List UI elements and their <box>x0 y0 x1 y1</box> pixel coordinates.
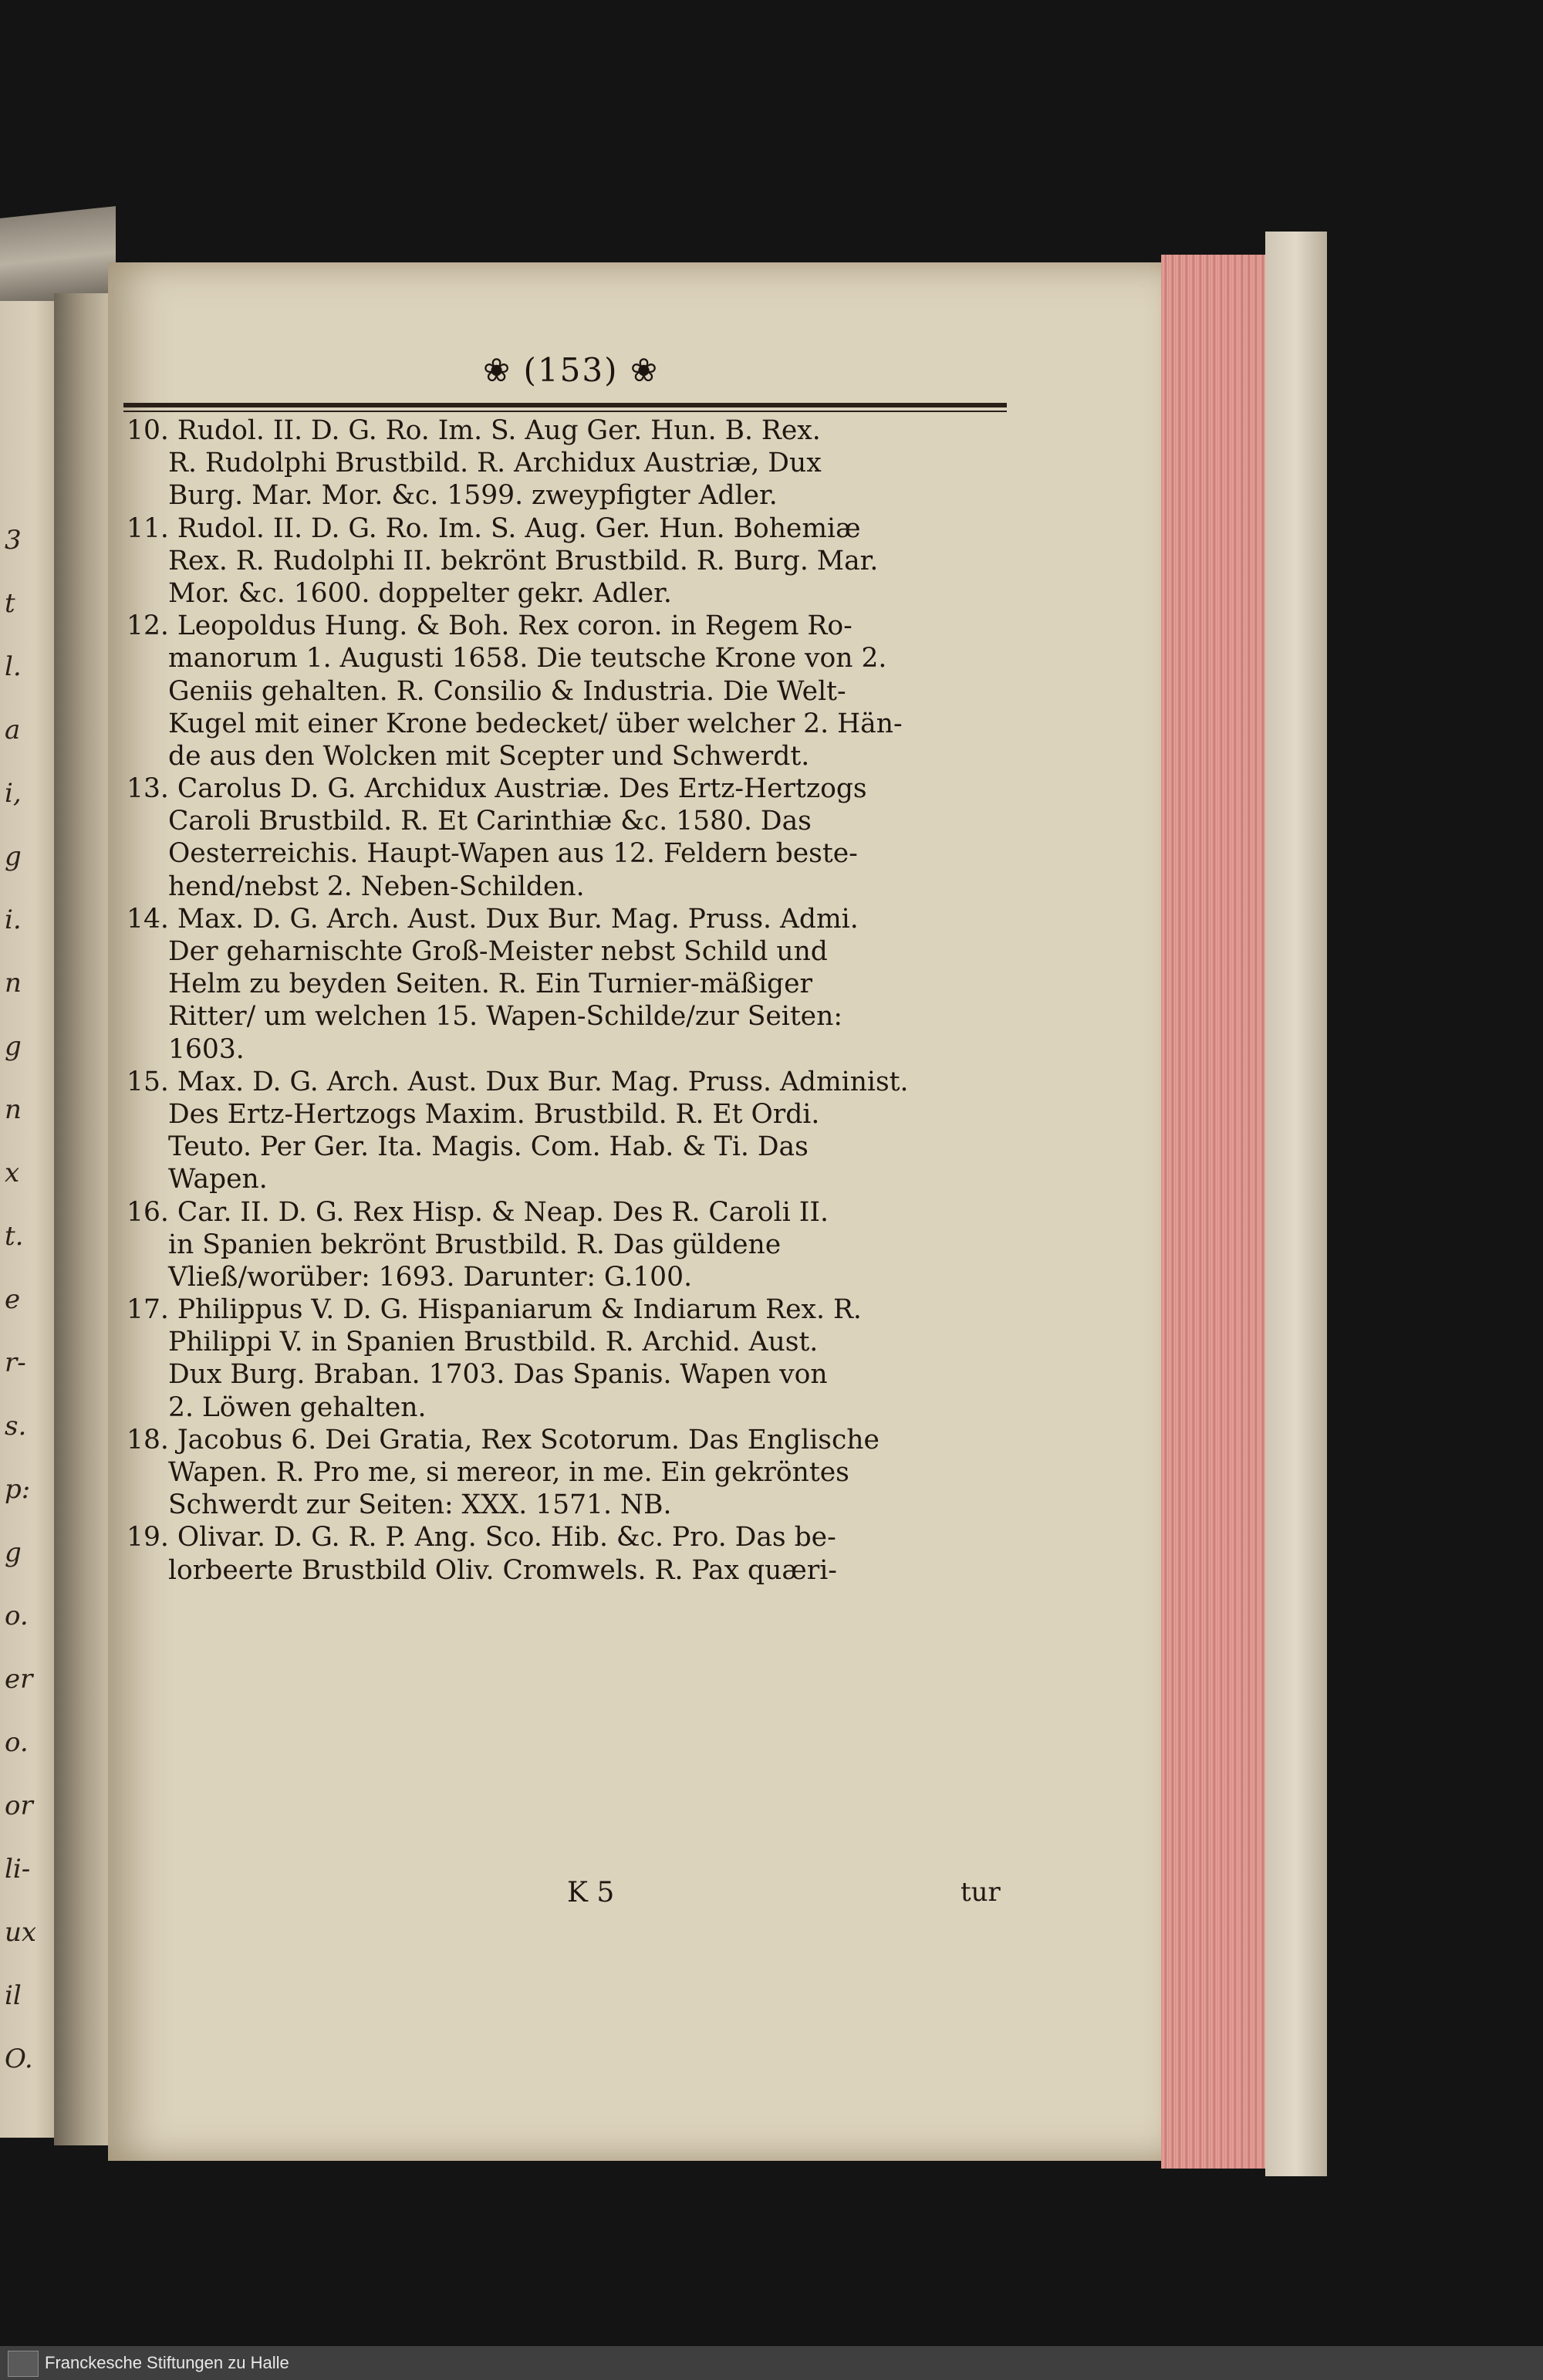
entry-continuation-line: Wapen. <box>168 1164 268 1195</box>
entry-first-line: 10. Rudol. II. D. G. Ro. Im. S. Aug Ger. Hun. B. Rex. <box>127 415 821 446</box>
entry-continuation-line: Teuto. Per Ger. Ita. Magis. Com. Hab. & Ti. Das <box>168 1131 809 1163</box>
left-page-fragment: o. <box>5 1601 29 1631</box>
entry-continuation-line: Oesterreichis. Haupt-Wapen aus 12. Feldern beste- <box>168 838 858 870</box>
entry-first-line: 18. Jacobus 6. Dei Gratia, Rex Scotorum. Das Englische <box>127 1424 880 1455</box>
entry-continuation-line: Mor. &c. 1600. doppelter gekr. Adler. <box>168 577 672 609</box>
entry-continuation-line: Schwerdt zur Seiten: XXX. 1571. NB. <box>168 1489 672 1521</box>
left-page-fragment: s. <box>5 1411 27 1442</box>
left-page-fragment: o. <box>5 1727 29 1758</box>
left-page-fragment: p: <box>5 1474 31 1505</box>
left-page-fragment: il <box>5 1980 22 2011</box>
entry-continuation-line: R. Rudolphi Brustbild. R. Archidux Austriæ, Dux <box>168 448 822 479</box>
left-page-fragment: er <box>5 1664 33 1695</box>
entry-continuation-line: in Spanien bekrönt Brustbild. R. Das güldene <box>168 1229 782 1260</box>
entry-continuation-line: Caroli Brustbild. R. Et Carinthiæ &c. 1580. Das <box>168 806 812 837</box>
left-page-fragment: li- <box>5 1854 31 1885</box>
signature-mark: K 5 <box>567 1877 615 1908</box>
left-page-fragment: r- <box>5 1347 26 1378</box>
left-page-fragment: ux <box>5 1917 37 1948</box>
entry-first-line: 13. Carolus D. G. Archidux Austriæ. Des Ertz-Hertzogs <box>127 773 867 805</box>
entry-continuation-line: Dux Burg. Braban. 1703. Das Spanis. Wapen von <box>168 1359 828 1391</box>
institution-footer-bar <box>0 2346 1543 2380</box>
left-page-fragment: x <box>5 1158 20 1188</box>
entry-continuation-line: Philippi V. in Spanien Brustbild. R. Archid. Aust. <box>168 1327 819 1358</box>
left-page-fragment: n <box>5 968 22 999</box>
left-page-fragment: i, <box>5 778 22 809</box>
left-page-fragment: O. <box>5 2044 33 2074</box>
book-cover-edge <box>1265 232 1327 2176</box>
entry-first-line: 19. Olivar. D. G. R. P. Ang. Sco. Hib. &c. Pro. Das be- <box>127 1522 836 1553</box>
left-page-fragment: g <box>5 1031 22 1062</box>
entry-continuation-line: Ritter/ um welchen 15. Wapen-Schilde/zur Seiten: <box>168 1001 842 1033</box>
entry-continuation-line: Geniis gehalten. R. Consilio & Industria. Die Welt- <box>168 675 846 707</box>
entry-continuation-line: Vließ/worüber: 1693. Darunter: G.100. <box>168 1261 693 1293</box>
entry-continuation-line: manorum 1. Augusti 1658. Die teutsche Krone von 2. <box>168 643 887 674</box>
entry-continuation-line: de aus den Wolcken mit Scepter und Schwerdt. <box>168 740 810 772</box>
entry-continuation-line: Der geharnischte Groß-Meister nebst Schild und <box>168 936 828 967</box>
entry-continuation-line: Kugel mit einer Krone bedecket/ über welcher 2. Hän- <box>168 708 903 739</box>
left-page-fragment: i. <box>5 904 22 935</box>
entry-continuation-line: lorbeerte Brustbild Oliv. Cromwels. R. Pax quæri- <box>168 1554 837 1586</box>
left-page-fragment: l. <box>5 651 22 682</box>
left-page-fragment: g <box>5 841 22 872</box>
entry-continuation-line: Rex. R. Rudolphi II. bekrönt Brustbild. R. Burg. Mar. <box>168 545 879 576</box>
header-rule-thin <box>123 411 1007 412</box>
left-facing-page <box>0 301 58 2138</box>
left-page-fragment: t <box>5 588 15 619</box>
left-page-fragment: 3 <box>5 525 22 556</box>
entry-first-line: 17. Philippus V. D. G. Hispaniarum & Indiarum Rex. R. <box>127 1294 862 1326</box>
left-page-fragment: or <box>5 1790 33 1821</box>
entry-first-line: 15. Max. D. G. Arch. Aust. Dux Bur. Mag. Pruss. Administ. <box>127 1066 909 1097</box>
entry-continuation-line: Helm zu beyden Seiten. R. Ein Turnier-mäßiger <box>168 969 812 1000</box>
page-header: ❀ (153) ❀ <box>482 351 660 389</box>
entry-first-line: 12. Leopoldus Hung. & Boh. Rex coron. in Regem Ro- <box>127 610 853 642</box>
left-page-fragment: n <box>5 1094 22 1125</box>
entry-continuation-line: hend/nebst 2. Neben-Schilden. <box>168 871 585 902</box>
page-body-text <box>116 414 1018 1587</box>
entry-continuation-line: Burg. Mar. Mor. &c. 1599. zweypfigter Adler. <box>168 480 778 512</box>
entry-continuation-line: Des Ertz-Hertzogs Maxim. Brustbild. R. Et Ordi. <box>168 1098 820 1130</box>
entry-continuation-line: Wapen. R. Pro me, si mereor, in me. Ein gekröntes <box>168 1457 849 1488</box>
institution-logo-icon <box>8 2351 39 2377</box>
left-page-fragment: g <box>5 1537 22 1568</box>
institution-name: Franckesche Stiftungen zu Halle <box>45 2353 289 2372</box>
red-page-edges <box>1161 255 1265 2169</box>
entry-continuation-line: 2. Löwen gehalten. <box>168 1391 427 1423</box>
entry-first-line: 14. Max. D. G. Arch. Aust. Dux Bur. Mag. Pruss. Admi. <box>127 903 859 935</box>
left-page-fragment: e <box>5 1284 21 1315</box>
header-rule <box>123 403 1007 407</box>
left-page-fragment: a <box>5 715 21 745</box>
entry-first-line: 11. Rudol. II. D. G. Ro. Im. S. Aug. Ger. Hun. Bohemiæ <box>127 512 861 544</box>
left-page-fragment: t. <box>5 1221 24 1252</box>
catchword: tur <box>961 1877 1001 1908</box>
entry-continuation-line: 1603. <box>168 1033 245 1065</box>
entry-first-line: 16. Car. II. D. G. Rex Hisp. & Neap. Des R. Caroli II. <box>127 1196 829 1228</box>
